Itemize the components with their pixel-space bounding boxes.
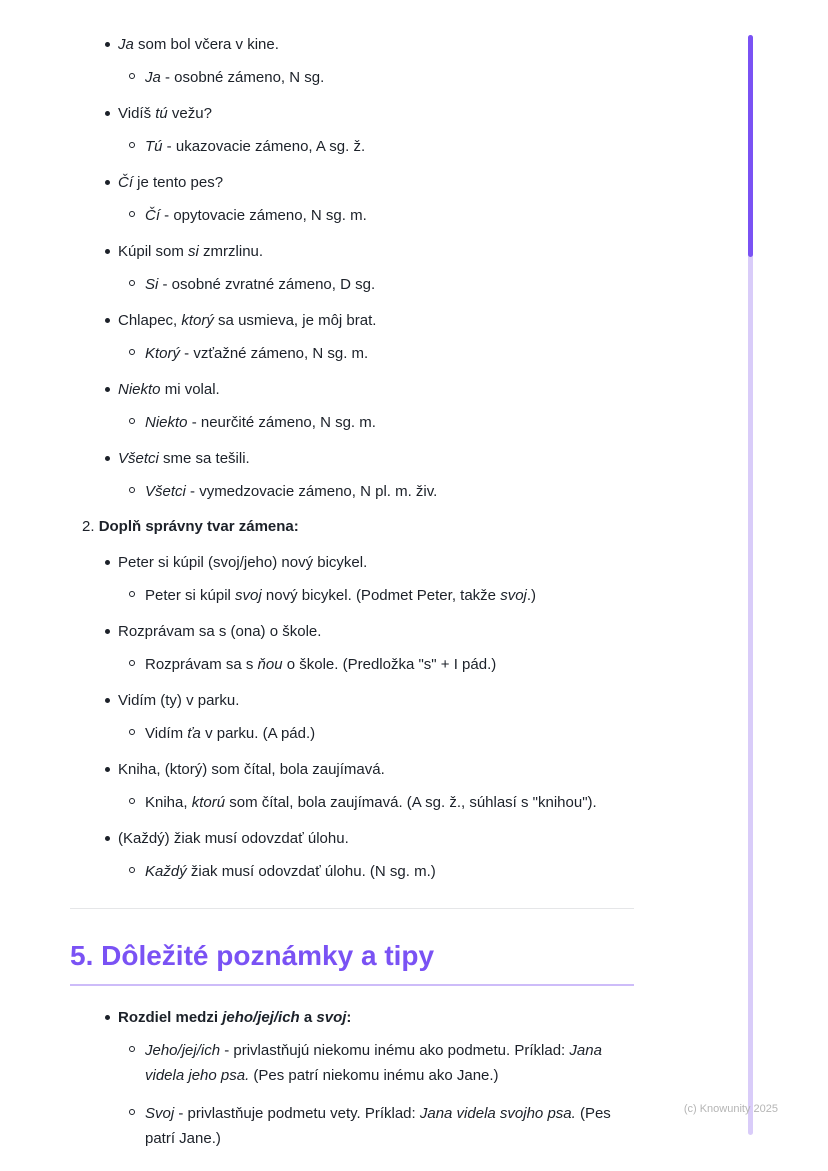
bullet-circle-icon	[129, 867, 135, 873]
bullet-disc-icon	[105, 111, 110, 116]
list-item-text	[118, 450, 250, 467]
text-segment: - privlastňuje podmetu vety. Príklad:	[174, 1105, 420, 1122]
sub-list-item	[70, 1038, 634, 1088]
text-segment: - opytovacie zámeno, N sg. m.	[160, 207, 367, 224]
text-segment: Všetci	[118, 450, 159, 467]
text-segment: Kniha, (ktorý) som čítal, bola zaujímavá.	[118, 761, 385, 778]
text-segment: svoj	[235, 587, 262, 604]
text-segment: a	[299, 1009, 317, 1026]
text-segment: (Pes patrí niekomu inému ako Jane.)	[249, 1067, 499, 1084]
bullet-circle-icon	[129, 1109, 135, 1115]
sub-list-item	[70, 479, 634, 504]
text-segment: o škole. (Predložka "s" + I pád.)	[282, 656, 497, 673]
text-segment: Peter si kúpil	[145, 587, 236, 604]
bullet-disc-icon	[105, 180, 110, 185]
text-segment: Jana videla jeho psa.	[145, 1042, 602, 1084]
sub-list-item	[70, 65, 634, 90]
text-segment: Svoj	[145, 1105, 175, 1122]
text-segment: - neurčité zámeno, N sg. m.	[187, 414, 376, 431]
sub-list-item	[70, 721, 634, 746]
bullet-disc-icon	[105, 767, 110, 772]
list-item-text	[145, 1042, 602, 1084]
list-item-text	[145, 656, 496, 673]
list-item	[70, 171, 634, 195]
list-item-text	[118, 381, 220, 398]
list-item	[70, 758, 634, 782]
text-segment: ňou	[257, 656, 283, 673]
list-item-text	[118, 692, 239, 709]
ordered-list-item	[70, 515, 634, 539]
text-segment: - osobné zámeno, N sg.	[160, 69, 325, 86]
list-item-text	[118, 105, 212, 122]
bullet-circle-icon	[129, 73, 135, 79]
text-segment: .)	[526, 587, 537, 604]
bullet-disc-icon	[105, 42, 110, 47]
text-segment: si	[188, 243, 199, 260]
text-segment: Kúpil som	[118, 243, 189, 260]
text-segment: Chlapec,	[118, 312, 182, 329]
sub-list-item	[70, 410, 634, 435]
sub-list-item	[70, 652, 634, 677]
scrollbar-thumb[interactable]	[748, 35, 753, 257]
text-segment: svoj	[500, 587, 527, 604]
text-segment: Kniha,	[145, 794, 192, 811]
bullet-circle-icon	[129, 142, 135, 148]
list-item-text	[145, 138, 365, 155]
text-segment: Rozprávam sa s	[145, 656, 258, 673]
ordered-list-number: 2.	[82, 518, 99, 535]
document-body	[70, 33, 634, 1151]
list-item	[70, 1006, 634, 1030]
ordered-list-text	[99, 518, 299, 535]
text-segment: žiak musí odovzdať úlohu. (N sg. m.)	[186, 863, 436, 880]
list-item-text	[145, 483, 437, 500]
bullet-circle-icon	[129, 418, 135, 424]
list-item	[70, 240, 634, 264]
bullet-circle-icon	[129, 660, 135, 666]
sub-list-item	[70, 1101, 634, 1151]
list-item-text	[145, 276, 375, 293]
bullet-circle-icon	[129, 798, 135, 804]
text-segment: je tento pes?	[133, 174, 224, 191]
text-segment: vežu?	[167, 105, 212, 122]
text-segment: Peter si kúpil (svoj/jeho) nový bicykel.	[118, 554, 368, 571]
text-segment: Jeho/jej/ich	[145, 1042, 221, 1059]
text-segment: mi volal.	[160, 381, 220, 398]
text-segment: - privlastňujú niekomu inému ako podmetu. Príklad:	[220, 1042, 570, 1059]
bullet-circle-icon	[129, 487, 135, 493]
list-item-text	[145, 863, 436, 880]
section-heading: 5. Dôležité poznámky a tipy	[70, 939, 634, 986]
sub-list-item	[70, 341, 634, 366]
bullet-disc-icon	[105, 629, 110, 634]
bullet-disc-icon	[105, 249, 110, 254]
bullet-disc-icon	[105, 698, 110, 703]
bullet-circle-icon	[129, 729, 135, 735]
list-item-text	[145, 207, 367, 224]
text-segment: Vidím	[145, 725, 188, 742]
text-segment: tú	[155, 105, 168, 122]
sub-list-item	[70, 790, 634, 815]
text-segment: ťa	[187, 725, 201, 742]
text-segment: Doplň správny tvar zámena:	[98, 518, 299, 535]
bullet-disc-icon	[105, 387, 110, 392]
list-item-text	[145, 794, 597, 811]
text-segment: - osobné zvratné zámeno, D sg.	[158, 276, 376, 293]
text-segment: svoj	[316, 1009, 347, 1026]
text-segment: Tú	[145, 138, 163, 155]
bullet-circle-icon	[129, 280, 135, 286]
text-segment: Ja	[145, 69, 161, 86]
list-item	[70, 447, 634, 471]
list-item	[70, 689, 634, 713]
sub-list-item	[70, 203, 634, 228]
list-item-text	[118, 36, 279, 53]
text-segment: Vidíš	[118, 105, 156, 122]
bullet-disc-icon	[105, 836, 110, 841]
text-segment: ktorý	[181, 312, 214, 329]
text-segment: :	[346, 1009, 352, 1026]
text-segment: Vidím (ty) v parku.	[118, 692, 240, 709]
text-segment: Niekto	[145, 414, 188, 431]
text-segment: zmrzlinu.	[198, 243, 264, 260]
list-item-text	[118, 554, 367, 571]
list-item-text	[118, 1009, 351, 1026]
bullet-circle-icon	[129, 349, 135, 355]
list-item	[70, 309, 634, 333]
text-segment: ktorú	[191, 794, 226, 811]
list-item-text	[118, 761, 385, 778]
text-segment: som bol včera v kine.	[133, 36, 279, 53]
text-segment: sme sa tešili.	[158, 450, 250, 467]
text-segment: Si	[145, 276, 159, 293]
list-item	[70, 102, 634, 126]
list-item-text	[145, 345, 368, 362]
list-item-text	[145, 69, 324, 86]
text-segment: jeho/jej/ich	[222, 1009, 300, 1026]
bullet-circle-icon	[129, 591, 135, 597]
list-item	[70, 551, 634, 575]
list-item-text	[145, 587, 536, 604]
bullet-disc-icon	[105, 456, 110, 461]
text-segment: Jana videla svojho psa.	[419, 1105, 576, 1122]
sub-list-item	[70, 583, 634, 608]
text-segment: - vymedzovacie zámeno, N pl. m. živ.	[185, 483, 438, 500]
sub-list-item	[70, 134, 634, 159]
text-segment: Každý	[145, 863, 187, 880]
text-segment: (Pes patrí Jane.)	[145, 1105, 611, 1147]
list-item-text	[118, 243, 263, 260]
sub-list-item	[70, 859, 634, 884]
text-segment: Ja	[118, 36, 134, 53]
text-segment: - vzťažné zámeno, N sg. m.	[180, 345, 369, 362]
text-segment: nový bicykel. (Podmet Peter, takže	[261, 587, 501, 604]
list-item-text	[118, 312, 376, 329]
list-item	[70, 620, 634, 644]
text-segment: (Každý) žiak musí odovzdať úlohu.	[118, 830, 349, 847]
text-segment: Rozdiel medzi	[118, 1009, 223, 1026]
text-segment: sa usmieva, je môj brat.	[213, 312, 377, 329]
list-item-text	[118, 623, 321, 640]
text-segment: som čítal, bola zaujímavá. (A sg. ž., súhlasí s "knihou").	[225, 794, 597, 811]
text-segment: Čí	[118, 174, 133, 191]
list-item	[70, 378, 634, 402]
list-item	[70, 827, 634, 851]
text-segment: - ukazovacie zámeno, A sg. ž.	[162, 138, 366, 155]
list-item-text	[145, 725, 315, 742]
list-item-text	[118, 830, 349, 847]
text-segment: Všetci	[145, 483, 186, 500]
copyright-text: (c) Knowunity 2025	[683, 1103, 778, 1115]
text-segment: Čí	[145, 207, 160, 224]
list-item-text	[118, 174, 223, 191]
text-segment: Rozprávam sa s (ona) o škole.	[118, 623, 322, 640]
list-item-text	[145, 1105, 611, 1147]
list-item-text	[145, 414, 376, 431]
bullet-disc-icon	[105, 1015, 110, 1020]
list-item	[70, 33, 634, 57]
bullet-disc-icon	[105, 560, 110, 565]
text-segment: v parku. (A pád.)	[200, 725, 316, 742]
text-segment: Ktorý	[145, 345, 181, 362]
bullet-circle-icon	[129, 1046, 135, 1052]
section-divider	[70, 908, 634, 909]
bullet-circle-icon	[129, 211, 135, 217]
sub-list-item	[70, 272, 634, 297]
bullet-disc-icon	[105, 318, 110, 323]
text-segment: Niekto	[118, 381, 161, 398]
